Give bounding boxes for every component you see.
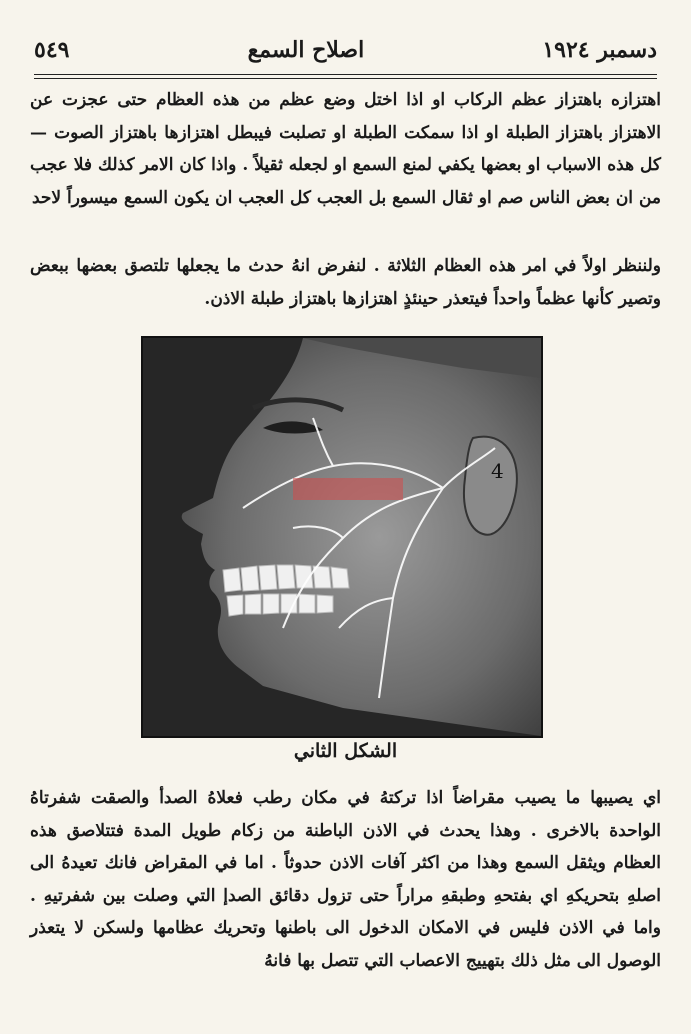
- page-header: [34, 30, 657, 70]
- header-rule: [34, 74, 657, 79]
- anatomy-figure: [141, 336, 543, 738]
- figure-caption: الشكل الثاني: [293, 740, 398, 762]
- header-title: اصلاح السمع: [247, 37, 365, 63]
- paragraph-2-text: ولننظر اولاً في امر هذه العظام الثلاثة . لنفرض انهُ حدث ما يجعلها تلتصق بعضها ببعض وتصير كأنها عظماً واحداً فيتعذر حينئذٍ اهتزازها باهتزاز طبلة الاذن.: [30, 256, 661, 309]
- paragraph-1: [30, 84, 661, 214]
- figure-marker: 4: [491, 459, 504, 483]
- page-number: ٥٤٩: [34, 37, 70, 63]
- paragraph-1-text: اهتزازه باهتزاز عظم الركاب او اذا اختل وضع عظم من هذه العظام حتى عجزت عن الاهتزاز باهتزاز الطبلة او اذا سمكت الطبلة او تصلبت فيبطل اهتزازها باهتزاز الصوت — كل هذه الاسباب او بعضها يكفي لمنع السمع او لجعله ثقيلاً . واذا كان الامر كذلك فلا عجب من ان بعض الناس صم او ثقال السمع بل العجب كل العجب ان يكون السمع ميسوراً لاحد: [30, 90, 661, 208]
- header-date: دسمبر ١٩٢٤: [542, 37, 657, 63]
- face-nerve-illustration: [143, 338, 541, 736]
- paragraph-2: [30, 250, 661, 315]
- paragraph-3-text: اي يصيبها ما يصيب مقراضاً اذا تركتهُ في مكان رطب فعلاهُ الصدأ والصقت شفرتاهُ الواحدة بالاخرى . وهذا يحدث في الاذن الباطنة من زكام طويل المدة فتتلاصق هذه العظام ويثقل السمع وهذا من اكثر آفات الاذن حدوثاً . اما في المقراض فانك تعيدهُ الى اصلهِ بتحريكهِ اي بفتحهِ وطبقهِ مراراً حتى تزول دقائق الصدإ التي وصلت بين شفرتيهِ . واما في الاذن فليس في الامكان الدخول الى باطنها وتحريك عظامها ولسكن لا يتعذر الوصول الى مثل ذلك بتهييج الاعصاب التي تتصل بها فانهُ: [30, 788, 661, 971]
- paragraph-3: [30, 782, 661, 977]
